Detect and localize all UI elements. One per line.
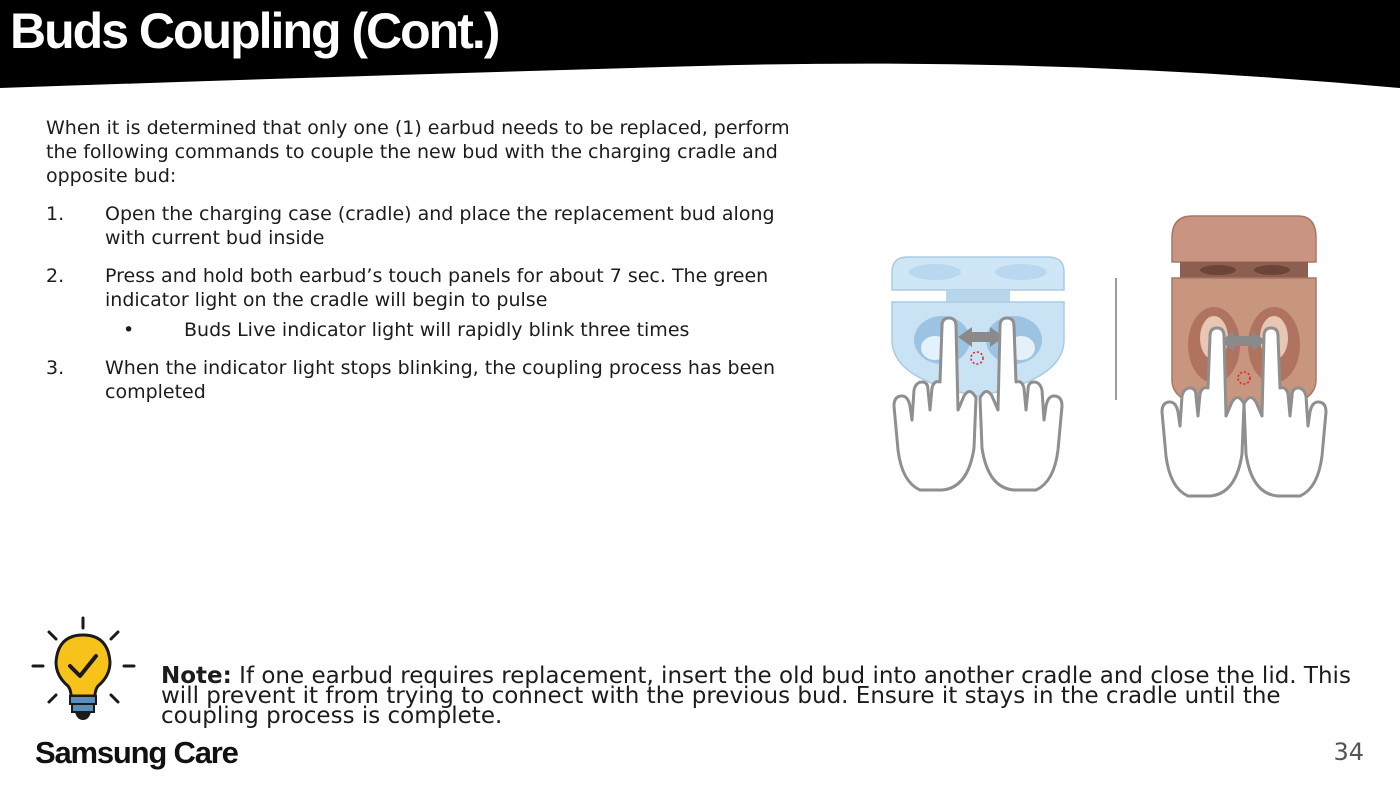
page-number: 34	[1333, 738, 1364, 766]
earbuds-illustration	[880, 210, 1340, 510]
bronze-case	[1172, 216, 1316, 410]
steps-list	[46, 202, 806, 404]
brand-logo: Samsung Care	[35, 735, 238, 770]
lightbulb-check-icon	[30, 614, 140, 726]
sub-bullet-text: Buds Live indicator light will rapidly blink three times	[184, 319, 690, 341]
note-label: Note:	[161, 663, 232, 689]
step-text: Open the charging case (cradle) and place the replacement bud along with current bud inside	[105, 203, 775, 249]
step-number: 2.	[46, 265, 65, 287]
note-text: If one earbud requires replacement, insert the old bud into another cradle and close the lid. This will prevent it from trying to connect with the previous bud. Ensure it stays in the cradle until the coupling process is complete.	[161, 663, 1351, 729]
title-banner	[0, 0, 1400, 92]
sub-bullet-item	[105, 318, 806, 342]
step-text: Press and hold both earbud’s touch panels for about 7 sec. The green indicator light on the cradle will begin to pulse	[105, 265, 769, 311]
step-number: 3.	[46, 357, 65, 379]
slide-title: Buds Coupling (Cont.)	[10, 3, 499, 59]
bullet-glyph: •	[123, 319, 135, 341]
blue-case	[892, 257, 1064, 396]
step-item	[46, 202, 806, 250]
step-number: 1.	[46, 203, 65, 225]
step-item	[46, 264, 806, 342]
sub-bullet-list	[105, 318, 806, 342]
intro-paragraph: When it is determined that only one (1) earbud needs to be replaced, perform the following commands to couple the new bud with the charging cradle and opposite bud:	[46, 117, 790, 187]
note-paragraph	[161, 663, 1361, 729]
coupling-illustration	[880, 210, 1340, 510]
step-item	[46, 356, 806, 404]
step-text: When the indicator light stops blinking, the coupling process has been completed	[105, 357, 775, 403]
instructions	[46, 116, 806, 418]
